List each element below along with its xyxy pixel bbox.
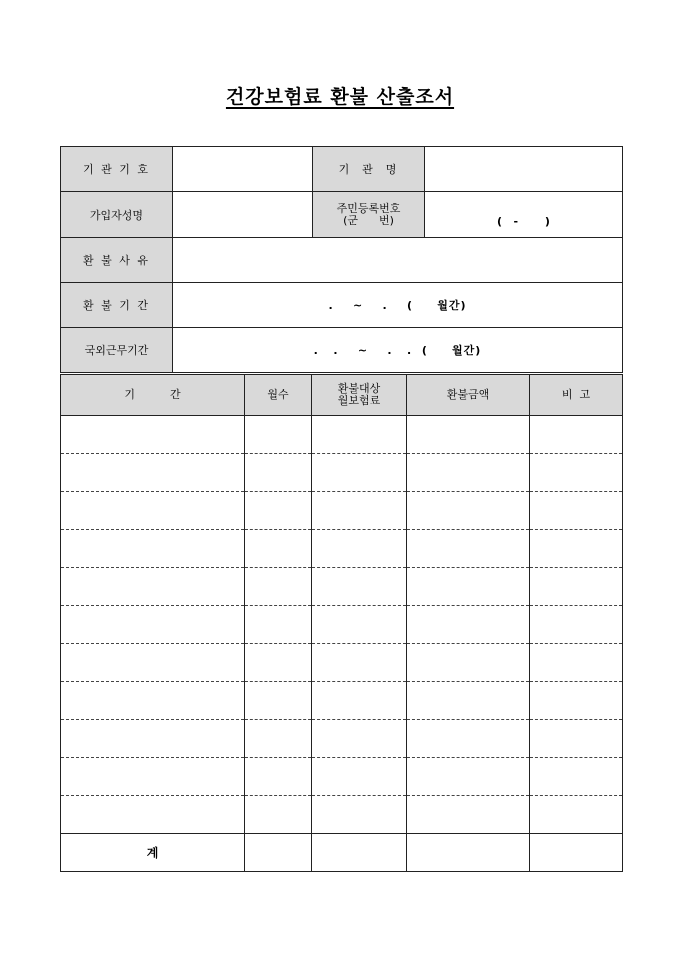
row-note-cell[interactable] xyxy=(530,644,623,682)
table-row xyxy=(61,492,623,530)
header-target-line1: 환불대상 xyxy=(337,382,381,395)
row-months-cell[interactable] xyxy=(245,606,312,644)
row-months-cell[interactable] xyxy=(245,758,312,796)
row-period-cell[interactable] xyxy=(61,796,245,834)
header-months: 월수 xyxy=(245,375,312,416)
total-months-cell[interactable] xyxy=(245,834,312,872)
total-note-cell[interactable] xyxy=(530,834,623,872)
row-target-cell[interactable] xyxy=(312,568,407,606)
overseas-period-field[interactable]: . . ~ . . ( 월간) xyxy=(173,328,623,373)
total-amount-cell[interactable] xyxy=(407,834,530,872)
subscriber-name-label: 가입자성명 xyxy=(61,192,173,238)
table-row xyxy=(61,568,623,606)
row-amount-cell[interactable] xyxy=(407,644,530,682)
header-target-premium xyxy=(312,375,407,416)
total-target-cell[interactable] xyxy=(312,834,407,872)
row-target-cell[interactable] xyxy=(312,454,407,492)
row-amount-cell[interactable] xyxy=(407,454,530,492)
header-note: 비 고 xyxy=(530,375,623,416)
row-target-cell[interactable] xyxy=(312,606,407,644)
row-period-cell[interactable] xyxy=(61,682,245,720)
refund-period-label: 환 불 기 간 xyxy=(61,283,173,328)
table-row xyxy=(61,606,623,644)
table-row xyxy=(61,758,623,796)
resident-no-label-line1: 주민등록번호 xyxy=(336,201,401,215)
row-target-cell[interactable] xyxy=(312,492,407,530)
row-months-cell[interactable] xyxy=(245,644,312,682)
row-amount-cell[interactable] xyxy=(407,606,530,644)
overseas-period-label: 국외근무기간 xyxy=(61,328,173,373)
row-months-cell[interactable] xyxy=(245,454,312,492)
row-amount-cell[interactable] xyxy=(407,758,530,796)
agency-code-label: 기 관 기 호 xyxy=(61,147,173,192)
header-period: 기 간 xyxy=(61,375,245,416)
table-row xyxy=(61,416,623,454)
row-note-cell[interactable] xyxy=(530,454,623,492)
total-label: 계 xyxy=(61,834,245,872)
row-period-cell[interactable] xyxy=(61,492,245,530)
table-row xyxy=(61,644,623,682)
row-note-cell[interactable] xyxy=(530,682,623,720)
agency-code-field[interactable] xyxy=(173,147,313,192)
row-target-cell[interactable] xyxy=(312,682,407,720)
document-title: 건강보험료 환불 산출조서 xyxy=(225,86,455,108)
row-period-cell[interactable] xyxy=(61,416,245,454)
row-amount-cell[interactable] xyxy=(407,682,530,720)
row-months-cell[interactable] xyxy=(245,492,312,530)
row-note-cell[interactable] xyxy=(530,606,623,644)
row-note-cell[interactable] xyxy=(530,530,623,568)
table-row xyxy=(61,682,623,720)
row-months-cell[interactable] xyxy=(245,568,312,606)
row-amount-cell[interactable] xyxy=(407,568,530,606)
row-months-cell[interactable] xyxy=(245,682,312,720)
row-months-cell[interactable] xyxy=(245,720,312,758)
row-period-cell[interactable] xyxy=(61,606,245,644)
row-period-cell[interactable] xyxy=(61,720,245,758)
row-target-cell[interactable] xyxy=(312,720,407,758)
row-period-cell[interactable] xyxy=(61,530,245,568)
resident-no-field[interactable]: ( - ) xyxy=(425,192,623,238)
row-amount-cell[interactable] xyxy=(407,530,530,568)
table-row xyxy=(61,720,623,758)
header-refund-amount: 환불금액 xyxy=(407,375,530,416)
refund-calc-table xyxy=(60,374,623,872)
row-amount-cell[interactable] xyxy=(407,796,530,834)
row-amount-cell[interactable] xyxy=(407,416,530,454)
refund-reason-field[interactable] xyxy=(173,238,623,283)
row-period-cell[interactable] xyxy=(61,758,245,796)
table-row xyxy=(61,454,623,492)
row-target-cell[interactable] xyxy=(312,796,407,834)
row-months-cell[interactable] xyxy=(245,796,312,834)
agency-name-label: 기 관 명 xyxy=(313,147,425,192)
row-target-cell[interactable] xyxy=(312,758,407,796)
row-note-cell[interactable] xyxy=(530,720,623,758)
row-note-cell[interactable] xyxy=(530,416,623,454)
row-note-cell[interactable] xyxy=(530,568,623,606)
row-target-cell[interactable] xyxy=(312,416,407,454)
row-target-cell[interactable] xyxy=(312,530,407,568)
row-months-cell[interactable] xyxy=(245,416,312,454)
resident-no-label xyxy=(313,192,425,238)
header-target-line2: 월보험료 xyxy=(337,394,381,407)
subscriber-name-field[interactable] xyxy=(173,192,313,238)
row-note-cell[interactable] xyxy=(530,758,623,796)
row-amount-cell[interactable] xyxy=(407,492,530,530)
agency-name-field[interactable] xyxy=(425,147,623,192)
table-row xyxy=(61,530,623,568)
resident-no-label-line2: (군 번) xyxy=(343,213,394,227)
row-period-cell[interactable] xyxy=(61,454,245,492)
info-table xyxy=(60,146,623,373)
refund-reason-label: 환 불 사 유 xyxy=(61,238,173,283)
table-row xyxy=(61,796,623,834)
row-period-cell[interactable] xyxy=(61,644,245,682)
row-months-cell[interactable] xyxy=(245,530,312,568)
row-target-cell[interactable] xyxy=(312,644,407,682)
row-note-cell[interactable] xyxy=(530,492,623,530)
row-period-cell[interactable] xyxy=(61,568,245,606)
row-note-cell[interactable] xyxy=(530,796,623,834)
refund-period-field[interactable]: . ~ . ( 월간) xyxy=(173,283,623,328)
row-amount-cell[interactable] xyxy=(407,720,530,758)
